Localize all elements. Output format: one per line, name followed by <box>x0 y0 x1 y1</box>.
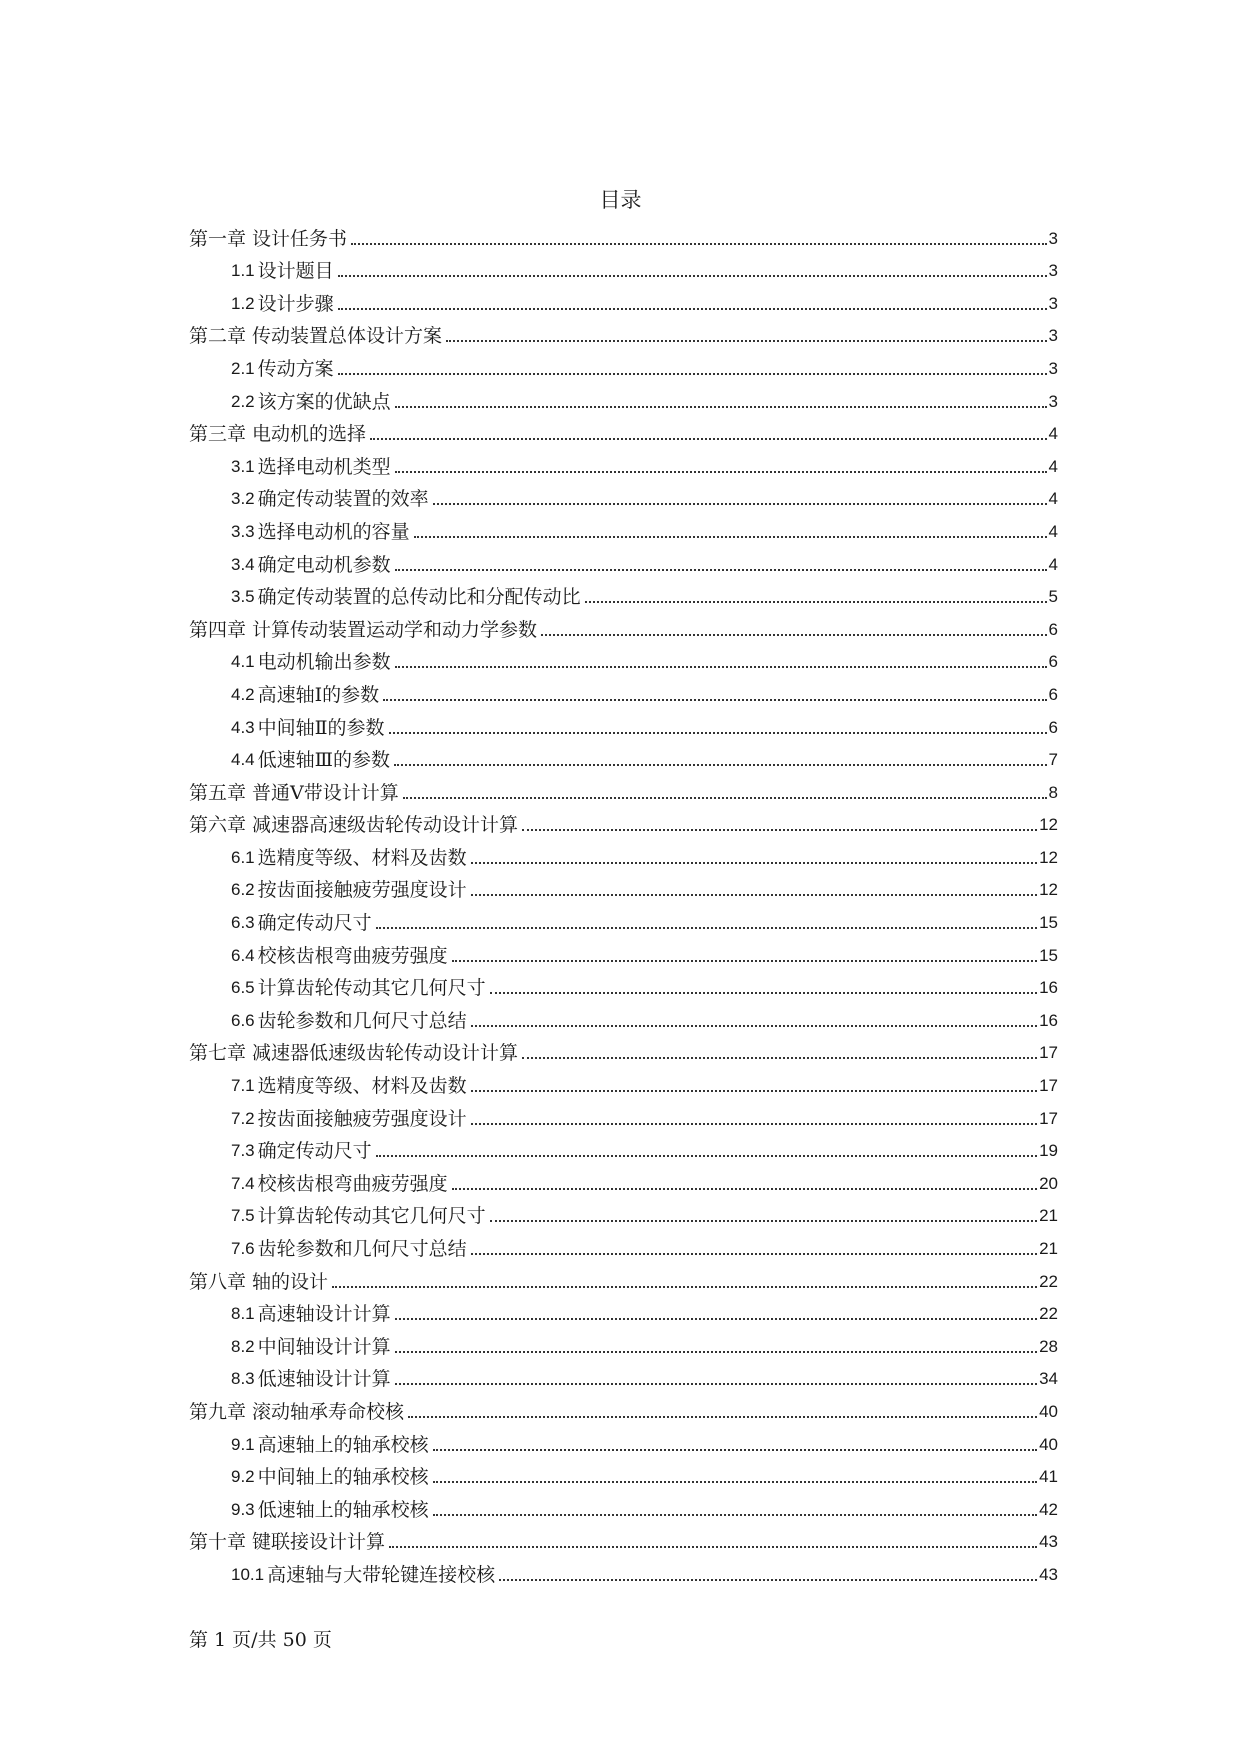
toc-entry-page-number: 8 <box>1048 782 1058 802</box>
toc-dot-leader <box>338 288 1047 310</box>
toc-entry-label: 第四章 计算传动装置运动学和动力学参数 <box>189 618 538 641</box>
toc-dot-leader <box>452 1168 1037 1190</box>
toc-chapter-entry[interactable] <box>189 609 1058 642</box>
toc-entry-number: 6.4 <box>231 945 255 965</box>
toc-entry-page-number: 4 <box>1048 489 1058 509</box>
toc-entry-page-number: 3 <box>1048 293 1058 313</box>
toc-entry-page-number: 17 <box>1039 1076 1058 1096</box>
toc-chapter-entry[interactable] <box>189 772 1058 805</box>
toc-entry-label: 中间轴Ⅱ的参数 <box>257 716 385 739</box>
toc-entry-page-number: 28 <box>1039 1336 1058 1356</box>
toc-dot-leader <box>452 940 1037 962</box>
toc-entry-label: 确定传动装置的总传动比和分配传动比 <box>257 586 581 609</box>
toc-entry-number: 2.2 <box>231 391 255 411</box>
toc-section-entry[interactable] <box>189 577 1058 610</box>
toc-dot-leader <box>376 907 1037 929</box>
toc-entry-label: 第九章 滚动轴承寿命校核 <box>189 1400 405 1423</box>
toc-entry-label: 第六章 减速器高速级齿轮传动设计计算 <box>189 814 519 837</box>
toc-entry-page-number: 4 <box>1048 521 1058 541</box>
toc-entry-page-number: 16 <box>1039 978 1058 998</box>
toc-entry-number: 6.6 <box>231 1010 255 1030</box>
toc-entry-label: 选精度等级、材料及齿数 <box>257 1075 467 1098</box>
toc-chapter-entry[interactable] <box>189 414 1058 447</box>
toc-entry-label: 低速轴上的轴承校核 <box>257 1498 429 1521</box>
toc-entry-page-number: 6 <box>1048 717 1058 737</box>
toc-dot-leader <box>338 255 1047 277</box>
toc-section-entry[interactable] <box>189 479 1058 512</box>
toc-entry-label: 计算齿轮传动其它几何尺寸 <box>257 1205 486 1228</box>
toc-title: 目录 <box>599 188 642 212</box>
toc-dot-leader <box>389 712 1047 734</box>
toc-section-entry[interactable] <box>189 283 1058 316</box>
toc-section-entry[interactable] <box>189 511 1058 544</box>
toc-section-entry[interactable] <box>189 446 1058 479</box>
toc-entry-label: 中间轴设计计算 <box>257 1335 391 1358</box>
toc-entry-label: 选择电动机的容量 <box>257 520 410 543</box>
toc-dot-leader <box>433 1429 1037 1451</box>
toc-section-entry[interactable] <box>189 1424 1058 1457</box>
toc-entry-number: 8.1 <box>231 1304 255 1324</box>
page-footer: 第 1 页/共 50 页 <box>189 1629 332 1651</box>
toc-section-entry[interactable] <box>189 1163 1058 1196</box>
toc-section-entry[interactable] <box>189 935 1058 968</box>
toc-entry-label: 高速轴上的轴承校核 <box>257 1433 429 1456</box>
toc-chapter-entry[interactable] <box>189 218 1058 251</box>
toc-dot-leader <box>585 581 1047 603</box>
toc-section-entry[interactable] <box>189 1131 1058 1164</box>
toc-dot-leader <box>395 386 1047 408</box>
toc-entry-label: 第三章 电动机的选择 <box>189 423 367 446</box>
toc-section-entry[interactable] <box>189 707 1058 740</box>
toc-entry-label: 电动机输出参数 <box>257 651 391 674</box>
toc-section-entry[interactable] <box>189 544 1058 577</box>
toc-entry-number: 1.2 <box>231 293 255 313</box>
toc-dot-leader <box>471 1103 1037 1125</box>
toc-entry-page-number: 21 <box>1039 1206 1058 1226</box>
toc-entry-page-number: 12 <box>1039 847 1058 867</box>
toc-section-entry[interactable] <box>189 1457 1058 1490</box>
toc-dot-leader <box>395 549 1047 571</box>
toc-section-entry[interactable] <box>189 740 1058 773</box>
toc-dot-leader <box>541 614 1046 636</box>
toc-entry-number: 6.3 <box>231 913 255 933</box>
toc-dot-leader <box>376 1135 1037 1157</box>
toc-entry-label: 高速轴Ⅰ的参数 <box>257 683 380 706</box>
toc-dot-leader <box>403 777 1047 799</box>
toc-dot-leader <box>490 1200 1037 1222</box>
toc-entry-page-number: 17 <box>1039 1108 1058 1128</box>
toc-entry-number: 7.5 <box>231 1206 255 1226</box>
toc-entry-label: 低速轴设计计算 <box>257 1368 391 1391</box>
toc-section-entry[interactable] <box>189 902 1058 935</box>
toc-entry-number: 4.4 <box>231 750 255 770</box>
toc-entry-page-number: 20 <box>1039 1173 1058 1193</box>
toc-section-entry[interactable] <box>189 1554 1058 1587</box>
toc-entry-label: 按齿面接触疲劳强度设计 <box>257 879 467 902</box>
toc-dot-leader <box>395 1331 1037 1353</box>
toc-entry-page-number: 22 <box>1039 1304 1058 1324</box>
toc-entry-label: 齿轮参数和几何尺寸总结 <box>257 1238 467 1260</box>
toc-dot-leader <box>433 1494 1037 1516</box>
toc-entry-page-number: 40 <box>1039 1434 1058 1454</box>
toc-dot-leader <box>389 1526 1037 1548</box>
toc-entry-label: 高速轴设计计算 <box>257 1303 391 1326</box>
toc-section-entry[interactable] <box>189 1065 1058 1098</box>
toc-entry-page-number: 7 <box>1048 750 1058 770</box>
toc-entry-page-number: 3 <box>1048 326 1058 346</box>
toc-entry-label: 计算齿轮传动其它几何尺寸 <box>257 977 486 1000</box>
toc-entry-label: 设计步骤 <box>257 292 334 315</box>
toc-dot-leader <box>370 418 1046 440</box>
toc-dot-leader <box>522 809 1037 831</box>
toc-entry-number: 8.2 <box>231 1336 255 1356</box>
toc-entry-page-number: 15 <box>1039 913 1058 933</box>
toc-entry-label: 传动方案 <box>257 357 334 380</box>
toc-dot-leader <box>471 874 1037 896</box>
toc-entry-number: 7.3 <box>231 1141 255 1161</box>
toc-chapter-entry[interactable] <box>189 1522 1058 1555</box>
toc-entry-label: 确定传动装置的效率 <box>257 488 429 511</box>
toc-dot-leader <box>433 1461 1037 1483</box>
toc-entry-page-number: 4 <box>1048 424 1058 444</box>
toc-entry-page-number: 42 <box>1039 1499 1058 1519</box>
toc-entry-number: 8.3 <box>231 1369 255 1389</box>
toc-section-entry[interactable] <box>189 251 1058 284</box>
toc-entry-label: 设计题目 <box>257 260 334 283</box>
toc-entry-label: 确定传动尺寸 <box>257 912 372 935</box>
toc-dot-leader <box>446 320 1046 342</box>
toc-entry-page-number: 43 <box>1039 1564 1058 1584</box>
toc-entry-number: 3.3 <box>231 521 255 541</box>
toc-entry-label: 第八章 轴的设计 <box>189 1270 329 1293</box>
toc-entry-label: 第五章 普通V带设计计算 <box>189 781 399 804</box>
toc-dot-leader <box>408 1396 1037 1418</box>
toc-dot-leader <box>394 744 1047 766</box>
toc-entry-label: 确定电动机参数 <box>257 553 391 576</box>
toc-dot-leader <box>383 679 1046 701</box>
toc-entry-number: 2.1 <box>231 358 255 378</box>
toc-entry-number: 6.1 <box>231 847 255 867</box>
toc-entry-label: 中间轴上的轴承校核 <box>257 1466 429 1489</box>
toc-entry-page-number: 43 <box>1039 1532 1058 1552</box>
toc-entry-label: 第一章 设计任务书 <box>189 227 348 250</box>
toc-entry-page-number: 3 <box>1048 358 1058 378</box>
toc-entry-page-number: 19 <box>1039 1141 1058 1161</box>
toc-section-entry[interactable] <box>189 1489 1058 1522</box>
toc-entry-number: 3.5 <box>231 587 255 607</box>
toc-entry-page-number: 12 <box>1039 815 1058 835</box>
toc-section-entry[interactable] <box>189 1098 1058 1131</box>
toc-section-entry[interactable] <box>189 1000 1058 1033</box>
toc-dot-leader <box>433 483 1047 505</box>
toc-entry-page-number: 34 <box>1039 1369 1058 1389</box>
toc-section-entry[interactable] <box>189 837 1058 870</box>
toc-entry-number: 6.5 <box>231 978 255 998</box>
toc-entry-page-number: 41 <box>1039 1467 1058 1487</box>
toc-entry-page-number: 6 <box>1048 684 1058 704</box>
toc-entry-label: 高速轴与大带轮键连接校核 <box>267 1563 496 1586</box>
toc-entry-page-number: 4 <box>1048 554 1058 574</box>
toc-chapter-entry[interactable] <box>189 1033 1058 1066</box>
toc-dot-leader <box>499 1559 1037 1581</box>
toc-entry-label: 低速轴Ⅲ的参数 <box>257 749 390 772</box>
toc-entry-number: 9.1 <box>231 1434 255 1454</box>
toc-dot-leader <box>471 1005 1037 1027</box>
toc-entry-number: 9.3 <box>231 1499 255 1519</box>
toc-dot-leader <box>490 972 1037 994</box>
toc-chapter-entry[interactable] <box>189 316 1058 349</box>
toc-section-entry[interactable] <box>189 1326 1058 1359</box>
toc-section-entry[interactable] <box>189 870 1058 903</box>
toc-dot-leader <box>395 1298 1037 1320</box>
toc-entry-page-number: 6 <box>1048 619 1058 639</box>
toc-entry-page-number: 4 <box>1048 456 1058 476</box>
toc-entry-page-number: 17 <box>1039 1043 1058 1063</box>
toc-entry-number: 7.2 <box>231 1108 255 1128</box>
toc-entry-number: 4.3 <box>231 717 255 737</box>
toc-entry-label: 校核齿根弯曲疲劳强度 <box>257 1172 448 1195</box>
toc-dot-leader <box>395 1363 1037 1385</box>
toc-entry-page-number: 12 <box>1039 880 1058 900</box>
toc-section-entry[interactable] <box>189 1294 1058 1327</box>
toc-section-entry[interactable] <box>189 674 1058 707</box>
toc-section-entry[interactable] <box>189 1228 1058 1261</box>
toc-entry-page-number: 22 <box>1039 1271 1058 1291</box>
toc-entry-page-number: 5 <box>1048 587 1058 607</box>
toc-entry-label: 校核齿根弯曲疲劳强度 <box>257 944 448 967</box>
toc-section-entry[interactable] <box>189 968 1058 1001</box>
toc-section-entry[interactable] <box>189 381 1058 414</box>
toc-chapter-entry[interactable] <box>189 805 1058 838</box>
toc-section-entry[interactable] <box>189 348 1058 381</box>
toc-dot-leader <box>395 451 1047 473</box>
toc-dot-leader <box>332 1266 1037 1288</box>
toc-entry-number: 3.2 <box>231 489 255 509</box>
toc-dot-leader <box>471 842 1037 864</box>
toc-entry-number: 3.1 <box>231 456 255 476</box>
toc-dot-leader <box>414 516 1047 538</box>
toc-entry-number: 4.1 <box>231 652 255 672</box>
toc-dot-leader <box>471 1070 1037 1092</box>
toc-entry-number: 7.4 <box>231 1173 255 1193</box>
toc-entry-label: 按齿面接触疲劳强度设计 <box>257 1107 467 1130</box>
toc-entry-label: 齿轮参数和几何尺寸总结 <box>257 1009 467 1032</box>
toc-dot-leader <box>351 223 1046 245</box>
toc-entry-label: 第七章 减速器低速级齿轮传动设计计算 <box>189 1042 519 1065</box>
toc-entry-number: 6.2 <box>231 880 255 900</box>
toc-section-entry[interactable] <box>189 1359 1058 1392</box>
toc-entry-number: 3.4 <box>231 554 255 574</box>
toc-entry-number: 9.2 <box>231 1467 255 1487</box>
toc-entry-page-number: 15 <box>1039 945 1058 965</box>
toc-entry-label: 该方案的优缺点 <box>257 390 391 413</box>
toc-section-entry[interactable] <box>189 1196 1058 1229</box>
toc-entry-number: 4.2 <box>231 684 255 704</box>
toc-entry-number: 7.1 <box>231 1076 255 1096</box>
toc-section-entry[interactable] <box>189 642 1058 675</box>
toc-entry-label: 选精度等级、材料及齿数 <box>257 846 467 869</box>
toc-dot-leader <box>471 1233 1037 1255</box>
toc-dot-leader <box>338 353 1047 375</box>
toc-entry-page-number: 16 <box>1039 1010 1058 1030</box>
toc-entry-page-number: 3 <box>1048 228 1058 248</box>
toc-entry-number: 1.1 <box>231 261 255 281</box>
toc-entry-label: 第二章 传动装置总体设计方案 <box>189 325 443 348</box>
toc-entry-page-number: 21 <box>1039 1239 1058 1258</box>
toc-dot-leader <box>395 646 1047 668</box>
toc-entry-number: 10.1 <box>231 1564 265 1584</box>
toc-dot-leader <box>522 1037 1037 1059</box>
toc-entry-number: 7.6 <box>231 1239 255 1258</box>
toc-chapter-entry[interactable] <box>189 1391 1058 1424</box>
table-of-contents <box>189 218 1058 1587</box>
toc-entry-page-number: 6 <box>1048 652 1058 672</box>
toc-entry-page-number: 40 <box>1039 1401 1058 1421</box>
toc-entry-page-number: 3 <box>1048 391 1058 411</box>
toc-entry-label: 确定传动尺寸 <box>257 1140 372 1163</box>
toc-chapter-entry[interactable] <box>189 1261 1058 1294</box>
toc-entry-label: 选择电动机类型 <box>257 455 391 478</box>
toc-entry-page-number: 3 <box>1048 261 1058 281</box>
toc-entry-label: 第十章 键联接设计计算 <box>189 1531 386 1554</box>
